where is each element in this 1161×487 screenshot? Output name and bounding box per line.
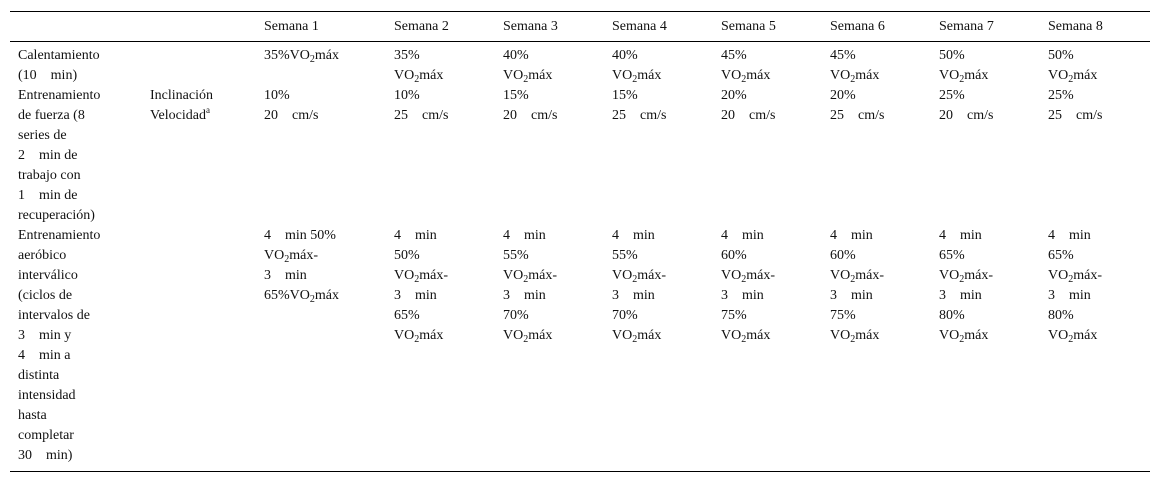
- aerobic-week-4: [604, 226, 713, 472]
- aerobic-value: 60%: [830, 248, 856, 263]
- aerobic-value: VO: [503, 328, 524, 343]
- incline-value: 25%: [1048, 88, 1074, 103]
- aerobic-value: VO: [612, 328, 633, 343]
- warmup-value: máx: [746, 68, 771, 83]
- aerobic-value: VO: [830, 328, 851, 343]
- aerobic-value: 4 min 50%: [264, 228, 336, 243]
- aerobic-value: máx: [964, 328, 989, 343]
- warmup-value: VO: [394, 68, 415, 83]
- subscript: 2: [309, 54, 315, 65]
- subscript: 2: [1068, 74, 1074, 85]
- aerobic-value: 3 min: [264, 268, 307, 283]
- aerobic-value: máx: [528, 328, 553, 343]
- training-protocol-table: [10, 11, 1150, 472]
- aerobic-value: máx: [746, 328, 771, 343]
- speed-value: 25 cm/s: [394, 108, 449, 123]
- warmup-week-7: [931, 42, 1040, 87]
- warmup-value: VO: [503, 68, 524, 83]
- row-label-strength: Entrenamiento de fuerza (8 series de 2 min de trabajo con 1 min de recuperación): [18, 88, 101, 223]
- subscript: 2: [1068, 334, 1074, 345]
- aerobic-value: 65%: [1048, 248, 1074, 263]
- row-label-warmup: [10, 42, 142, 87]
- subscript: 2: [414, 274, 420, 285]
- subscript: 2: [632, 74, 638, 85]
- aerobic-value: VO: [721, 328, 742, 343]
- header-week-1: Semana 1: [264, 18, 319, 34]
- aerobic-value: VO: [394, 328, 415, 343]
- speed-value: 25 cm/s: [612, 108, 667, 123]
- aerobic-value: 55%: [612, 248, 638, 263]
- warmup-label-line1: Calentamiento: [18, 48, 100, 63]
- subscript: 2: [523, 274, 529, 285]
- subscript: 2: [1068, 274, 1074, 285]
- aerobic-value: máx-: [419, 268, 448, 283]
- incline-value: 15%: [612, 88, 638, 103]
- speed-value: 20 cm/s: [264, 108, 319, 123]
- footnote-marker: a: [205, 105, 210, 115]
- strength-week-2: [386, 86, 495, 226]
- table-row-warmup: [10, 42, 1150, 87]
- aerobic-value: máx-: [289, 248, 318, 263]
- warmup-week-2: [386, 42, 495, 87]
- aerobic-value: 65%VO: [264, 288, 310, 303]
- warmup-value: 50%: [939, 48, 965, 63]
- warmup-label-line2: (10 min): [18, 68, 78, 83]
- aerobic-value: 3 min: [1048, 288, 1091, 303]
- subscript: 2: [741, 74, 747, 85]
- warmup-value: 40%: [503, 48, 529, 63]
- strength-week-3: [495, 86, 604, 226]
- aerobic-week-6: [822, 226, 931, 472]
- warmup-week-5: [713, 42, 822, 87]
- warmup-value: VO: [830, 68, 851, 83]
- strength-sub-labels: [142, 86, 256, 226]
- aerobic-value: máx-: [855, 268, 884, 283]
- subscript: 2: [850, 74, 856, 85]
- header-week-5: Semana 5: [721, 18, 776, 34]
- incline-value: 15%: [503, 88, 529, 103]
- row-label-aerobic: Entrenamiento aeróbico interválico (ciclos de intervalos de 3 min y 4 min a distinta intensidad hasta completar 30 min): [18, 228, 101, 463]
- aerobic-value: 4 min: [939, 228, 982, 243]
- aerobic-value: VO: [1048, 268, 1069, 283]
- subscript: 2: [414, 334, 420, 345]
- warmup-week-6: [822, 42, 931, 87]
- strength-week-6: [822, 86, 931, 226]
- subscript: 2: [741, 274, 747, 285]
- aerobic-value: 55%: [503, 248, 529, 263]
- warmup-value: 45%: [830, 48, 856, 63]
- subscript: 2: [414, 74, 420, 85]
- subscript: 2: [959, 274, 965, 285]
- aerobic-value: máx: [855, 328, 880, 343]
- warmup-value: 45%: [721, 48, 747, 63]
- aerobic-value: VO: [1048, 328, 1069, 343]
- aerobic-value: VO: [721, 268, 742, 283]
- aerobic-value: VO: [503, 268, 524, 283]
- subscript: 2: [741, 334, 747, 345]
- aerobic-value: 3 min: [830, 288, 873, 303]
- subscript: 2: [959, 334, 965, 345]
- aerobic-value: máx-: [528, 268, 557, 283]
- aerobic-value: máx-: [964, 268, 993, 283]
- warmup-week-1: [256, 42, 386, 87]
- speed-value: 25 cm/s: [1048, 108, 1103, 123]
- aerobic-value: máx-: [637, 268, 666, 283]
- subscript: 2: [284, 254, 290, 265]
- aerobic-value: 4 min: [830, 228, 873, 243]
- warmup-value: VO: [1048, 68, 1069, 83]
- warmup-value: máx: [314, 48, 339, 63]
- aerobic-value: 4 min: [503, 228, 546, 243]
- aerobic-value: 75%: [721, 308, 747, 323]
- header-cell: [142, 12, 256, 42]
- aerobic-week-8: [1040, 226, 1150, 472]
- aerobic-value: 65%: [939, 248, 965, 263]
- speed-value: 20 cm/s: [939, 108, 994, 123]
- incline-value: 20%: [830, 88, 856, 103]
- warmup-value: 50%: [1048, 48, 1074, 63]
- subscript: 2: [632, 334, 638, 345]
- aerobic-week-3: [495, 226, 604, 472]
- aerobic-value: 65%: [394, 308, 420, 323]
- subscript: 2: [523, 334, 529, 345]
- aerobic-value: máx: [314, 288, 339, 303]
- incline-value: 20%: [721, 88, 747, 103]
- aerobic-value: máx-: [1073, 268, 1102, 283]
- strength-week-7: [931, 86, 1040, 226]
- aerobic-value: 3 min: [503, 288, 546, 303]
- aerobic-value: 80%: [939, 308, 965, 323]
- header-week-8: Semana 8: [1048, 18, 1103, 34]
- subscript: 2: [632, 274, 638, 285]
- table-row-aerobic: [10, 226, 1150, 472]
- aerobic-value: 3 min: [394, 288, 437, 303]
- aerobic-week-7: [931, 226, 1040, 472]
- aerobic-value: VO: [264, 248, 285, 263]
- aerobic-value: 4 min: [721, 228, 764, 243]
- empty-cell: [142, 42, 256, 87]
- aerobic-value: máx-: [746, 268, 775, 283]
- header-week-6: Semana 6: [830, 18, 885, 34]
- warmup-value: máx: [1073, 68, 1098, 83]
- empty-cell: [142, 226, 256, 472]
- aerobic-value: 60%: [721, 248, 747, 263]
- strength-week-1: [256, 86, 386, 226]
- warmup-week-4: [604, 42, 713, 87]
- incline-value: 10%: [394, 88, 420, 103]
- sub-label-speed: Velocidad: [150, 108, 206, 123]
- warmup-value: 35%VO: [264, 48, 310, 63]
- warmup-value: 40%: [612, 48, 638, 63]
- header-week-2: Semana 2: [394, 18, 449, 34]
- warmup-value: máx: [855, 68, 880, 83]
- warmup-week-3: [495, 42, 604, 87]
- aerobic-week-5: [713, 226, 822, 472]
- aerobic-value: 80%: [1048, 308, 1074, 323]
- warmup-value: VO: [612, 68, 633, 83]
- warmup-value: máx: [964, 68, 989, 83]
- subscript: 2: [309, 294, 315, 305]
- strength-week-8: [1040, 86, 1150, 226]
- aerobic-value: 4 min: [1048, 228, 1091, 243]
- aerobic-value: máx: [1073, 328, 1098, 343]
- aerobic-week-2: [386, 226, 495, 472]
- subscript: 2: [959, 74, 965, 85]
- header-row: [10, 12, 1150, 42]
- warmup-value: máx: [528, 68, 553, 83]
- aerobic-week-1: [256, 226, 386, 472]
- incline-value: 10%: [264, 88, 290, 103]
- header-week-4: Semana 4: [612, 18, 667, 34]
- aerobic-value: 50%: [394, 248, 420, 263]
- aerobic-value: VO: [612, 268, 633, 283]
- table-row-strength: [10, 86, 1150, 226]
- aerobic-value: VO: [394, 268, 415, 283]
- header-week-7: Semana 7: [939, 18, 994, 34]
- warmup-value: VO: [939, 68, 960, 83]
- subscript: 2: [850, 334, 856, 345]
- warmup-value: 35%: [394, 48, 420, 63]
- subscript: 2: [850, 274, 856, 285]
- aerobic-value: 4 min: [394, 228, 437, 243]
- speed-value: 20 cm/s: [503, 108, 558, 123]
- aerobic-value: 70%: [612, 308, 638, 323]
- subscript: 2: [523, 74, 529, 85]
- speed-value: 20 cm/s: [721, 108, 776, 123]
- speed-value: 25 cm/s: [830, 108, 885, 123]
- aerobic-value: 4 min: [612, 228, 655, 243]
- aerobic-value: 3 min: [721, 288, 764, 303]
- aerobic-value: VO: [830, 268, 851, 283]
- aerobic-value: VO: [939, 268, 960, 283]
- warmup-value: VO: [721, 68, 742, 83]
- aerobic-value: 3 min: [612, 288, 655, 303]
- aerobic-value: máx: [637, 328, 662, 343]
- aerobic-value: 75%: [830, 308, 856, 323]
- aerobic-value: máx: [419, 328, 444, 343]
- strength-week-5: [713, 86, 822, 226]
- incline-value: 25%: [939, 88, 965, 103]
- sub-label-incline: Inclinación: [150, 88, 213, 103]
- header-cell: [10, 12, 142, 42]
- aerobic-value: 70%: [503, 308, 529, 323]
- warmup-week-8: [1040, 42, 1150, 87]
- strength-week-4: [604, 86, 713, 226]
- warmup-value: máx: [637, 68, 662, 83]
- aerobic-value: 3 min: [939, 288, 982, 303]
- header-week-3: Semana 3: [503, 18, 558, 34]
- warmup-value: máx: [419, 68, 444, 83]
- aerobic-value: VO: [939, 328, 960, 343]
